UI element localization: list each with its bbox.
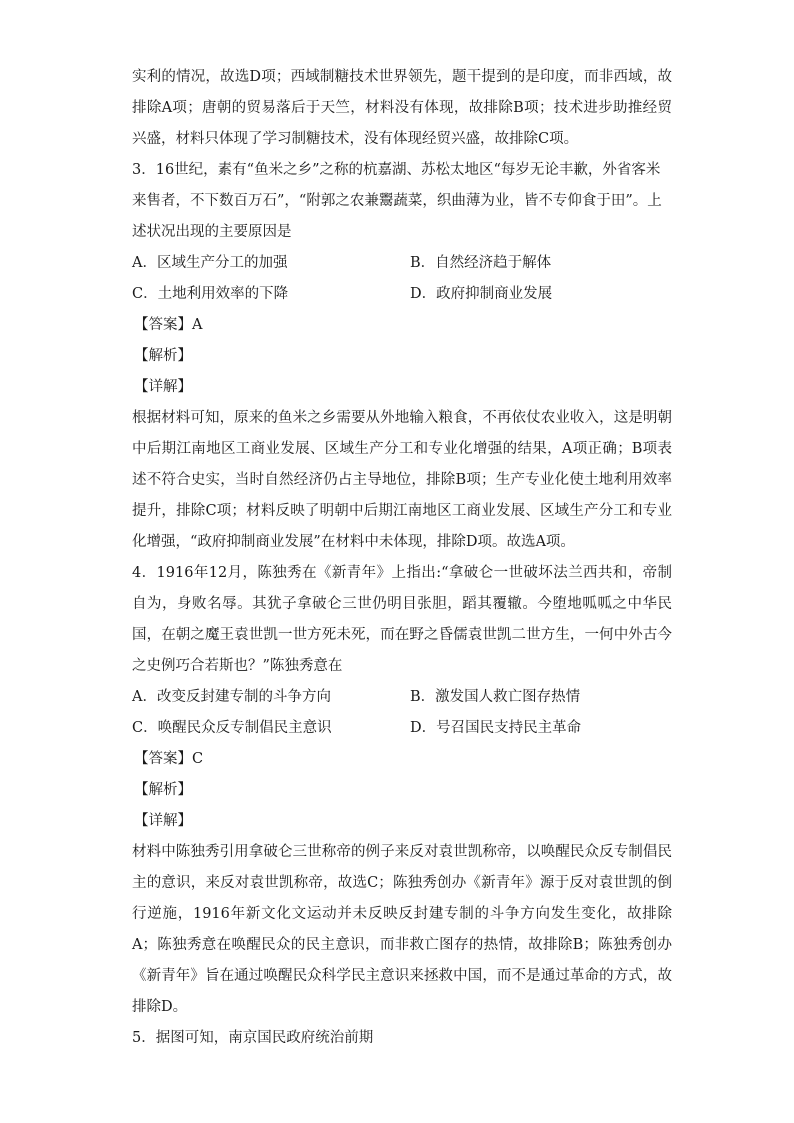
question-3-stem: 3．16世纪，素有“鱼米之乡”之称的杭嘉湖、苏松太地区“每岁无论丰歉，外省客米来售者，不下数百万石”，“附郭之农兼鬻蔬菜，织曲薄为业，皆不专仰食于田”。上述状况出现的主要原因是	[132, 162, 662, 240]
question-5	[132, 1023, 672, 1054]
question-4-explanation: 材料中陈独秀引用拿破仑三世称帝的例子来反对袁世凯称帝，以唤醒民众反专制倡民主的意识，来反对袁世凯称帝，故选C；陈独秀创办《新青年》源于反对袁世凯的倒行逆施，1916年新文化文运动并未反映反封建专制的斗争方向发生变化，故排除A；陈独秀意在唤醒民众的民主意识，而非救亡图存的热情，故排除B；陈独秀创办《新青年》旨在通过唤醒民众科学民主意识来拯救中国，而不是通过革命的方式，故排除D。	[132, 844, 672, 1015]
question-3-options	[132, 248, 672, 310]
option-d: D．号召国民支持民主革命	[410, 720, 582, 736]
analysis-label: 【解析】	[134, 348, 192, 364]
question-4	[132, 558, 672, 1023]
option-d: D．政府抑制商业发展	[410, 286, 553, 302]
question-5-stem: 5．据图可知，南京国民政府统治前期	[132, 1030, 374, 1046]
detail-label: 【详解】	[134, 379, 192, 395]
question-4-stem: 4．1916年12月，陈独秀在《新青年》上指出:“拿破仑一世破坏法兰西共和，帝制自为，身败名辱。其犹子拿破仑三世仍明目张胆，蹈其覆辙。今堕地呱呱之中华民国，在朝之魔王袁世凯一世方死未死，而在野之昏儒袁世凯二世方生，一何中外古今之史例巧合若斯也？”陈独秀意在	[132, 565, 672, 674]
question-3	[132, 155, 672, 558]
analysis-label: 【解析】	[134, 782, 192, 798]
previous-explanation-tail: 实利的情况，故选D项；西域制糖技术世界领先，题干提到的是印度，而非西域，故排除A项；唐朝的贸易落后于天竺，材料没有体现，故排除B项；技术进步助推经贸兴盛，材料只体现了学习制糖技术，没有体现经贸兴盛，故排除C项。	[132, 69, 672, 147]
option-a: A．改变反封建专制的斗争方向	[132, 689, 331, 705]
answer-label: 【答案】A	[134, 317, 203, 333]
option-a: A．区域生产分工的加强	[132, 255, 288, 271]
option-b: B．激发国人救亡图存热情	[410, 689, 581, 705]
document-page	[132, 62, 672, 1054]
option-c: C．土地利用效率的下降	[132, 286, 289, 302]
answer-label: 【答案】C	[134, 751, 204, 767]
option-b: B．自然经济趋于解体	[410, 255, 552, 271]
option-c: C．唤醒民众反专制倡民主意识	[132, 720, 332, 736]
question-3-explanation: 根据材料可知，原来的鱼米之乡需要从外地输入粮食，不再依仗农业收入，这是明朝中后期江南地区工商业发展、区域生产分工和专业化增强的结果，A项正确；B项表述不符合史实，当时自然经济仍占主导地位，排除B项；生产专业化使土地利用效率提升，排除C项；材料反映了明朝中后期江南地区工商业发展、区域生产分工和专业化增强，“政府抑制商业发展”在材料中未体现，排除D项。故选A项。	[132, 410, 672, 550]
question-4-options	[132, 682, 672, 744]
detail-label: 【详解】	[134, 813, 192, 829]
